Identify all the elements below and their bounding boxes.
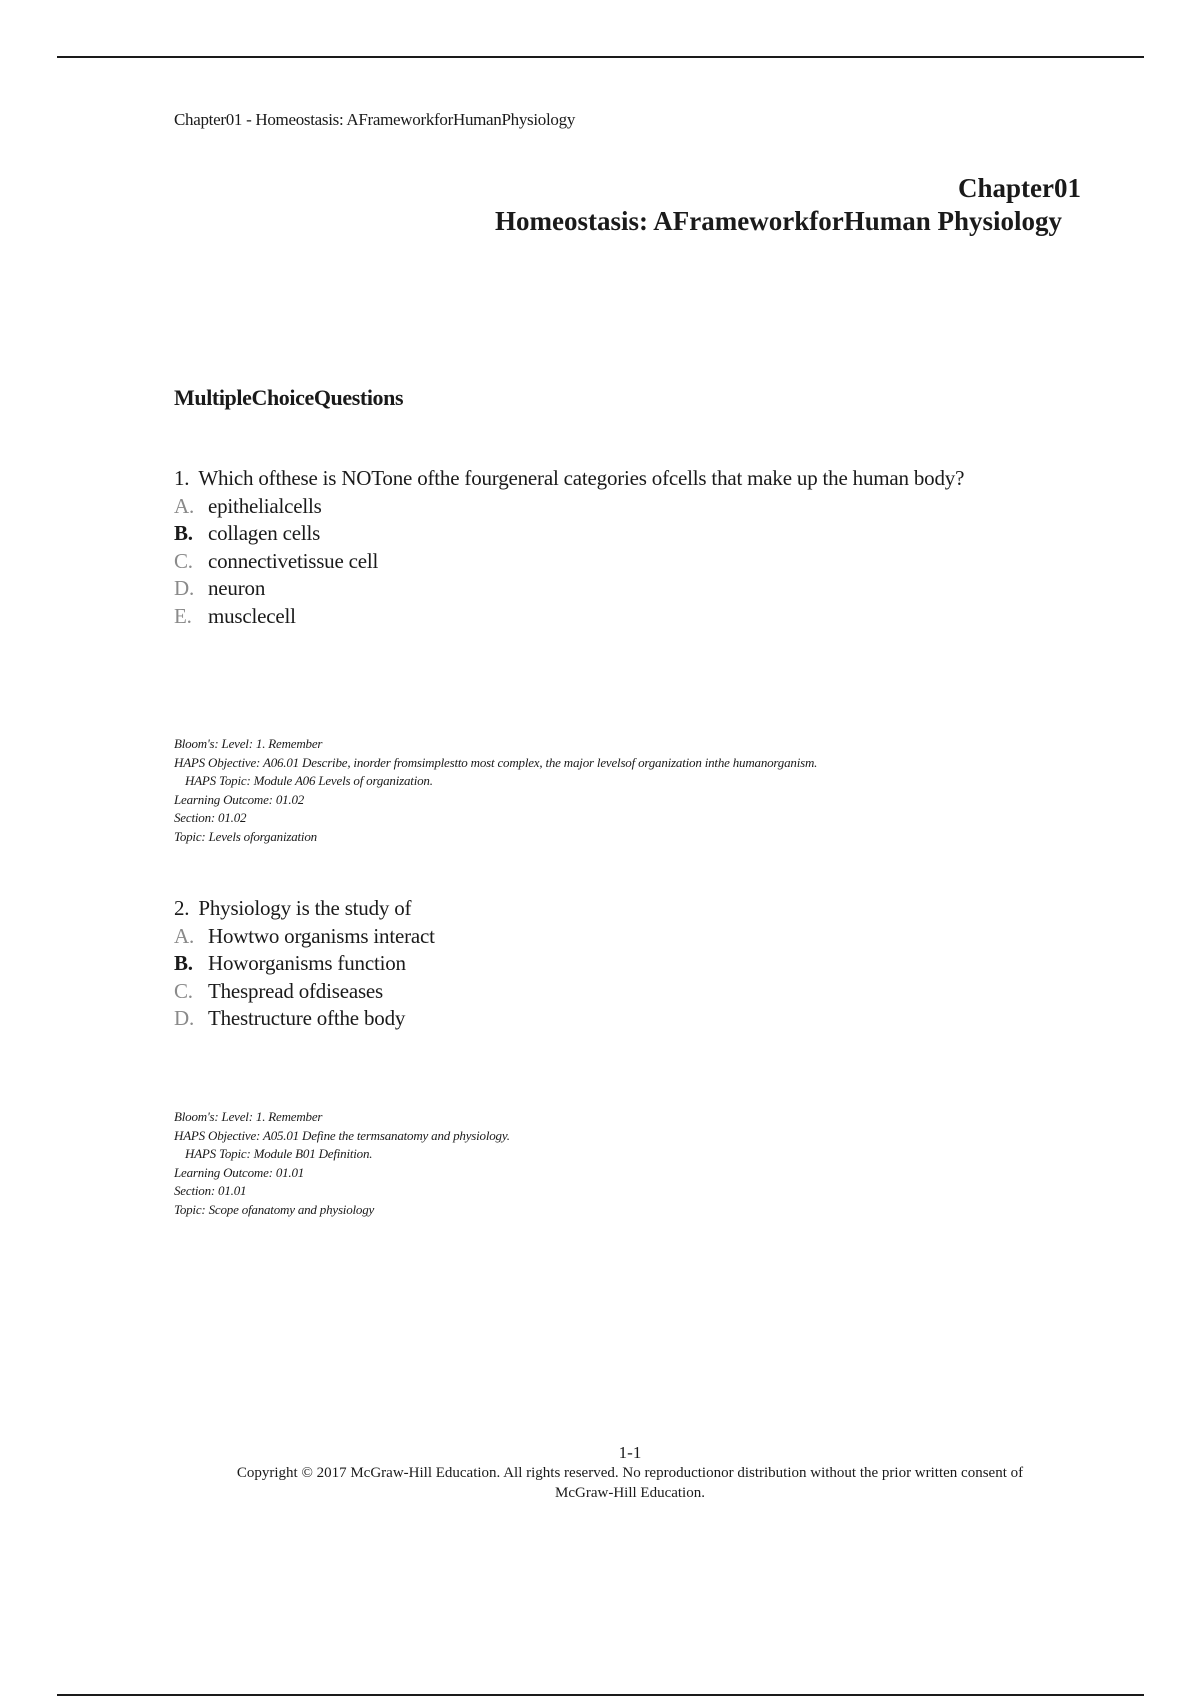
topic: Topic: Scope ofanatomy and physiology [174,1201,375,1217]
question-number: 2. [174,896,190,920]
answer-option-correct [174,520,1054,548]
copyright-line: McGraw-Hill Education. [555,1485,705,1501]
answer-options [174,492,1054,630]
topic: Topic: Levels oforganization [174,828,317,844]
page-footer [100,1443,1160,1503]
option-letter: B. [174,521,193,546]
answer-option-correct [174,950,1054,978]
chapter-title [495,172,1081,238]
question-2 [174,894,1054,1032]
blooms-level: Bloom's: Level: 1. Remember [174,1109,323,1124]
option-text: Thespread ofdiseases [208,978,384,1003]
section-heading: MultipleChoiceQuestions [174,385,404,410]
answer-option [174,492,1054,520]
option-text: epithelialcells [208,493,322,518]
haps-objective: HAPS Objective: A06.01 Describe, inorder fromsimplestto most complex, the major levelsof organization inthe humanorganism. [174,754,818,770]
top-rule [57,56,1144,58]
option-letter: A. [174,493,195,518]
question-1 [174,464,1054,630]
question-stem [174,464,1054,492]
question-2-metadata [174,1108,1074,1219]
option-letter: B. [174,951,193,976]
option-text: Howtwo organisms interact [208,923,435,948]
option-letter: C. [174,978,193,1003]
option-letter: D. [174,576,195,601]
chapter-title-number: Chapter01 [958,173,1081,203]
page-number: 1-1 [618,1443,642,1462]
option-text: musclecell [208,603,296,628]
question-stem [174,894,1054,922]
running-header: Chapter01 - Homeostasis: AFrameworkforHumanPhysiology [174,110,576,129]
question-1-metadata [174,735,1074,846]
learning-outcome: Learning Outcome: 01.02 [174,791,305,807]
option-text: collagen cells [208,521,321,546]
option-letter: A. [174,923,195,948]
section-ref: Section: 01.01 [174,1183,247,1198]
option-text: connectivetissue cell [208,548,379,573]
answer-option [174,977,1054,1005]
section-ref: Section: 01.02 [174,810,247,825]
copyright-line: Copyright © 2017 McGraw-Hill Education. All rights reserved. No reproductionor distribution without the prior written consent of [236,1465,1024,1481]
answer-option [174,575,1054,603]
learning-outcome: Learning Outcome: 01.01 [174,1164,305,1180]
option-text: Howorganisms function [208,951,406,976]
bottom-rule [57,1694,1144,1696]
option-letter: D. [174,1006,195,1031]
option-text: Thestructure ofthe body [208,1006,406,1031]
option-letter: C. [174,548,193,573]
answer-options [174,922,1054,1032]
haps-topic: HAPS Topic: Module B01 Definition. [185,1146,373,1161]
haps-topic: HAPS Topic: Module A06 Levels of organization. [185,773,433,788]
chapter-title-name: Homeostasis: AFrameworkforHuman Physiology [495,206,1062,236]
option-letter: E. [174,603,192,628]
haps-objective: HAPS Objective: A05.01 Define the termsanatomy and physiology. [174,1127,510,1143]
question-number: 1. [174,466,190,490]
question-text: Which ofthese is NOTone ofthe fourgeneral categories ofcells that make up the human body? [198,466,965,490]
blooms-level: Bloom's: Level: 1. Remember [174,736,323,751]
answer-option [174,547,1054,575]
answer-option [174,1005,1054,1033]
option-text: neuron [208,576,266,601]
question-text: Physiology is the study of [198,896,412,920]
answer-option [174,602,1054,630]
answer-option [174,922,1054,950]
